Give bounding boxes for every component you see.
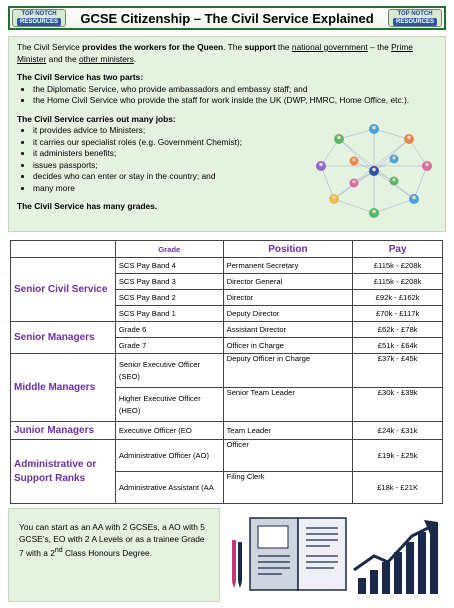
position-cell: Filing Clerk (223, 472, 353, 504)
list-item: • many more (33, 183, 437, 195)
list-item: • it provides advice to Ministers; (33, 125, 437, 137)
note-text-2: Class Honours Degree. (62, 547, 153, 558)
table-row (11, 354, 443, 388)
list-item: • the Diplomatic Service, who provide ambassadors and embassy staff; and (33, 84, 437, 96)
table-header-row (11, 241, 443, 258)
grade-cell: Grade 6 (115, 322, 223, 338)
position-cell: Officer (223, 440, 353, 472)
table-row (11, 322, 443, 338)
intro-text-6: national government (291, 42, 368, 52)
intro-text-8: Prime Minister (17, 42, 413, 64)
people-network-illustration (309, 121, 439, 221)
grades-table (10, 240, 443, 504)
list-item: • it administers benefits; (33, 148, 437, 160)
intro-text-1: The Civil Service (17, 42, 83, 52)
pay-cell: £19k - £25k (353, 440, 443, 472)
pay-cell: £37k - £45k (353, 354, 443, 388)
note-text-1: You can start as an AA with 2 GCSEs, a AO with 5 GCSE’s, EO with 2 A Levels or as a trainee Grade 7 with a 2 (19, 522, 205, 558)
intro-text-4: support (244, 42, 276, 52)
list-item: • issues passports; (33, 160, 437, 172)
pens-icon (232, 540, 242, 588)
grade-cell: SCS Pay Band 3 (115, 274, 223, 290)
pay-cell: £62k - £78k (353, 322, 443, 338)
position-cell: Assistant Director (223, 322, 353, 338)
qualifications-note (8, 508, 220, 602)
position-cell: Director General (223, 274, 353, 290)
note-superscript: nd (54, 547, 63, 554)
intro-text-10: other ministers (78, 53, 134, 64)
intro-text-2: provides the workers for the Queen (82, 42, 224, 52)
pay-cell: £18k - £21K (353, 472, 443, 504)
group-junior-managers: Junior Managers (11, 422, 116, 440)
position-cell: Officer in Charge (223, 338, 353, 354)
trend-arrow-icon (354, 528, 428, 570)
list-item: • the Home Civil Service who provide the staff for work inside the UK (DWP, HMRC, Home Office, etc.). (33, 95, 437, 107)
grade-cell: Grade 7 (115, 338, 223, 354)
intro-text-3: . The (223, 42, 245, 52)
grade-cell: Administrative Officer (AO) (115, 440, 223, 472)
position-column-header: Position (223, 241, 353, 258)
grade-cell: SCS Pay Band 4 (115, 258, 223, 274)
position-cell: Permanent Secretary (223, 258, 353, 274)
open-report-icon (250, 518, 346, 590)
parts-title: The Civil Service has two parts: (17, 72, 144, 82)
group-senior-managers: Senior Managers (11, 322, 116, 354)
info-panel (8, 36, 446, 232)
pay-column-header: Pay (353, 241, 443, 258)
table-row (11, 440, 443, 472)
list-item: • decides who can enter or stay in the country; and (33, 171, 437, 183)
logo-left-line1: TOP NOTCH (21, 11, 57, 17)
position-cell: Director (223, 290, 353, 306)
parts-list (17, 84, 437, 107)
grade-column-header: Grade (115, 241, 223, 258)
pay-cell: £115k - £208k (353, 274, 443, 290)
logo-left (12, 9, 66, 27)
grade-cell: Executive Officer (EO (115, 422, 223, 440)
grade-cell: Administrative Assistant (AA (115, 472, 223, 504)
grade-cell: Higher Executive Officer (HEO) (115, 388, 223, 422)
group-header-cell (11, 241, 116, 258)
intro-text-7: – the (367, 42, 392, 52)
position-cell: Deputy Officer in Charge (223, 354, 353, 388)
logo-right-line1: TOP NOTCH (397, 11, 433, 17)
intro-text-5: the (275, 42, 292, 52)
list-item: • it carries our specialist roles (e.g. Government Chemist); (33, 137, 437, 149)
table-row (11, 258, 443, 274)
pay-cell: £51k - £64k (353, 338, 443, 354)
logo-right (388, 9, 442, 27)
page-title: GCSE Citizenship – The Civil Service Explained (80, 10, 374, 26)
grade-cell: Senior Executive Officer (SEO) (115, 354, 223, 388)
logo-right-line2: RESOURCES (393, 18, 437, 26)
group-administrative: Administrative or Support Ranks (11, 440, 116, 504)
title-banner (8, 6, 446, 30)
jobs-title: The Civil Service carries out many jobs: (17, 113, 176, 124)
intro-text-11: . (133, 53, 137, 64)
position-cell: Senior Team Leader (223, 388, 353, 422)
pay-cell: £30k - £39k (353, 388, 443, 422)
pay-cell: £24k - £31k (353, 422, 443, 440)
pay-cell: £115k - £208k (353, 258, 443, 274)
position-cell: Team Leader (223, 422, 353, 440)
grade-cell: SCS Pay Band 2 (115, 290, 223, 306)
report-and-growth-chart-illustration (224, 508, 446, 602)
group-middle-managers: Middle Managers (11, 354, 116, 422)
table-row (11, 422, 443, 440)
position-cell: Deputy Director (223, 306, 353, 322)
intro-text-9: and the (46, 53, 79, 64)
pay-cell: £92k - £162k (353, 290, 443, 306)
logo-left-line2: RESOURCES (17, 18, 61, 26)
pay-cell: £70k - £117k (353, 306, 443, 322)
intro-paragraph (17, 42, 437, 65)
grade-cell: SCS Pay Band 1 (115, 306, 223, 322)
group-senior-civil-service: Senior Civil Service (11, 258, 116, 322)
grades-statement: The Civil Service has many grades. (17, 201, 158, 211)
